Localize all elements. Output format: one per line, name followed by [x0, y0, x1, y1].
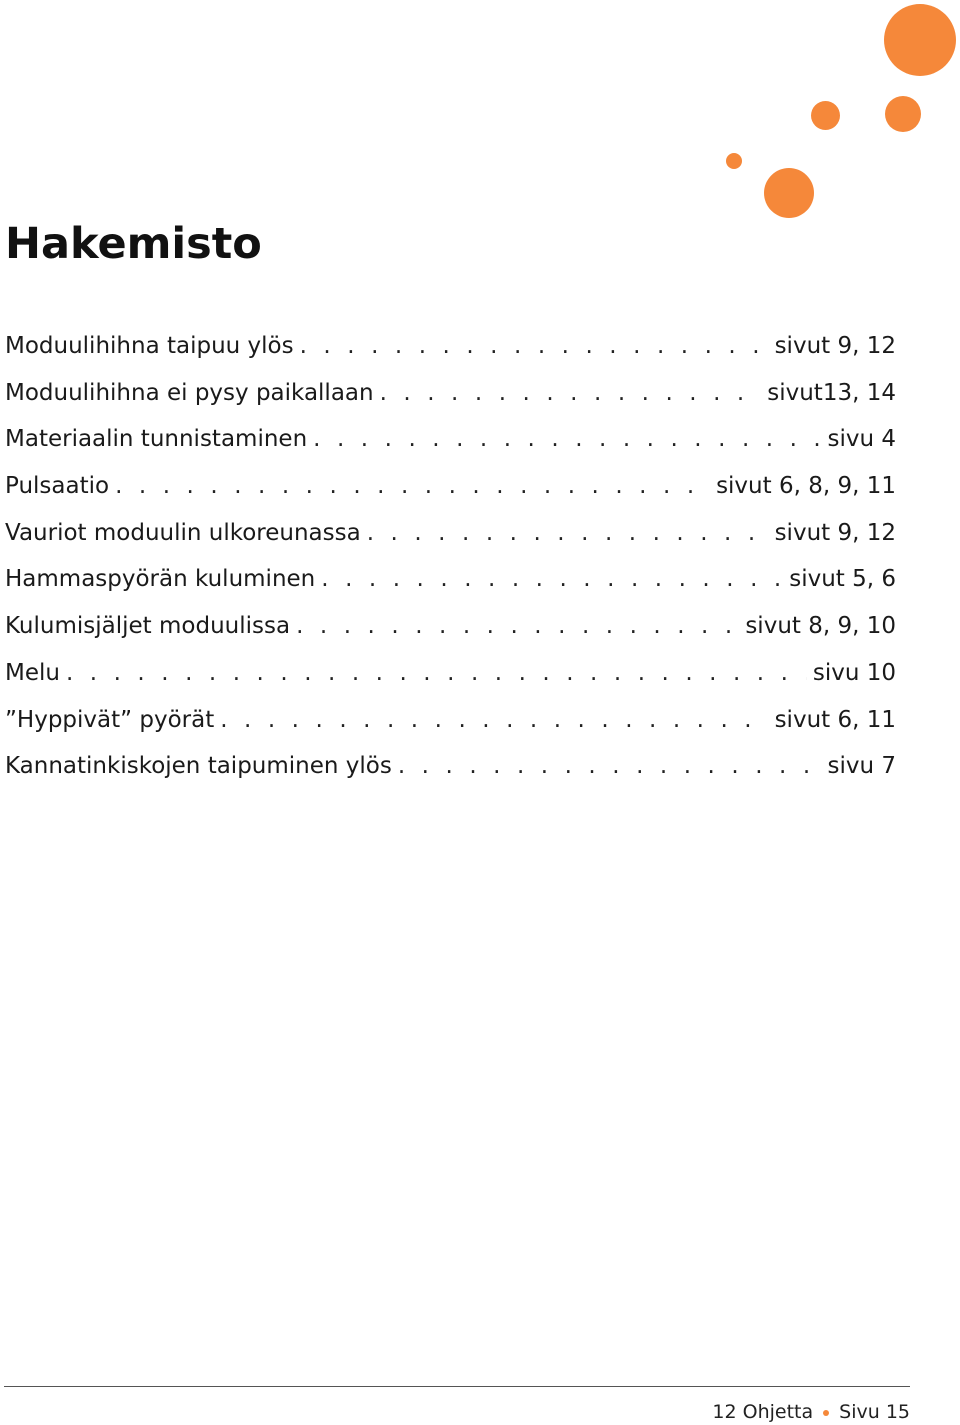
index-entry [5, 650, 896, 697]
dot-leader [313, 416, 821, 463]
index-entry [5, 603, 896, 650]
entry-pages: sivut 6, 11 [774, 706, 896, 733]
footer-divider [4, 1386, 910, 1387]
entry-pages: sivu 4 [827, 426, 896, 453]
footer-page-number: Sivu 15 [839, 1401, 910, 1423]
dot-leader [296, 603, 739, 650]
decorative-dot-medium-large [764, 168, 814, 218]
dot-leader [66, 650, 807, 697]
entry-term: Materiaalin tunnistaminen [5, 426, 308, 453]
entry-term: Moduulihihna taipuu ylös [5, 333, 294, 359]
decorative-dot-small [811, 101, 840, 130]
entry-term: Pulsaatio [5, 473, 110, 500]
entry-pages: sivut 6, 8, 9, 11 [716, 473, 896, 500]
entry-pages: sivut13, 14 [767, 379, 896, 406]
page-title: Hakemisto [5, 219, 262, 269]
dot-leader [220, 697, 768, 744]
decorative-dot-large [884, 4, 956, 76]
dot-leader [398, 743, 822, 790]
footer-separator-dot [823, 1410, 829, 1416]
entry-term: Hammaspyörän kuluminen [5, 566, 316, 593]
dot-leader [300, 323, 769, 370]
entry-term: Melu [5, 659, 60, 686]
index-entry [5, 510, 896, 557]
dot-leader [367, 510, 769, 557]
index-entry [5, 743, 896, 790]
decorative-dot-medium [885, 96, 921, 132]
index-list [5, 323, 896, 790]
entry-pages: sivut 9, 12 [774, 333, 896, 359]
entry-pages: sivu 10 [812, 659, 896, 686]
entry-pages: sivut 9, 12 [774, 519, 896, 546]
dot-leader [380, 370, 762, 417]
entry-term: Moduulihihna ei pysy paikallaan [5, 379, 374, 406]
entry-pages: sivu 7 [827, 753, 896, 780]
index-entry [5, 370, 896, 417]
index-entry [5, 416, 896, 463]
entry-pages: sivut 8, 9, 10 [745, 613, 896, 640]
dot-leader [115, 463, 710, 510]
footer-document-label: 12 Ohjetta [712, 1401, 814, 1423]
dot-leader [321, 556, 783, 603]
entry-term: Kannatinkiskojen taipuminen ylös [5, 753, 392, 780]
entry-pages: sivut 5, 6 [789, 566, 896, 593]
entry-term: Vauriot moduulin ulkoreunassa [5, 519, 361, 546]
index-entry [5, 323, 896, 370]
index-entry [5, 697, 896, 744]
entry-term: Kulumisjäljet moduulissa [5, 613, 291, 640]
decorative-dot-tiny [726, 153, 742, 169]
entry-term: ”Hyppivät” pyörät [5, 706, 215, 733]
index-entry [5, 556, 896, 603]
page-footer [712, 1400, 910, 1424]
index-entry [5, 463, 896, 510]
